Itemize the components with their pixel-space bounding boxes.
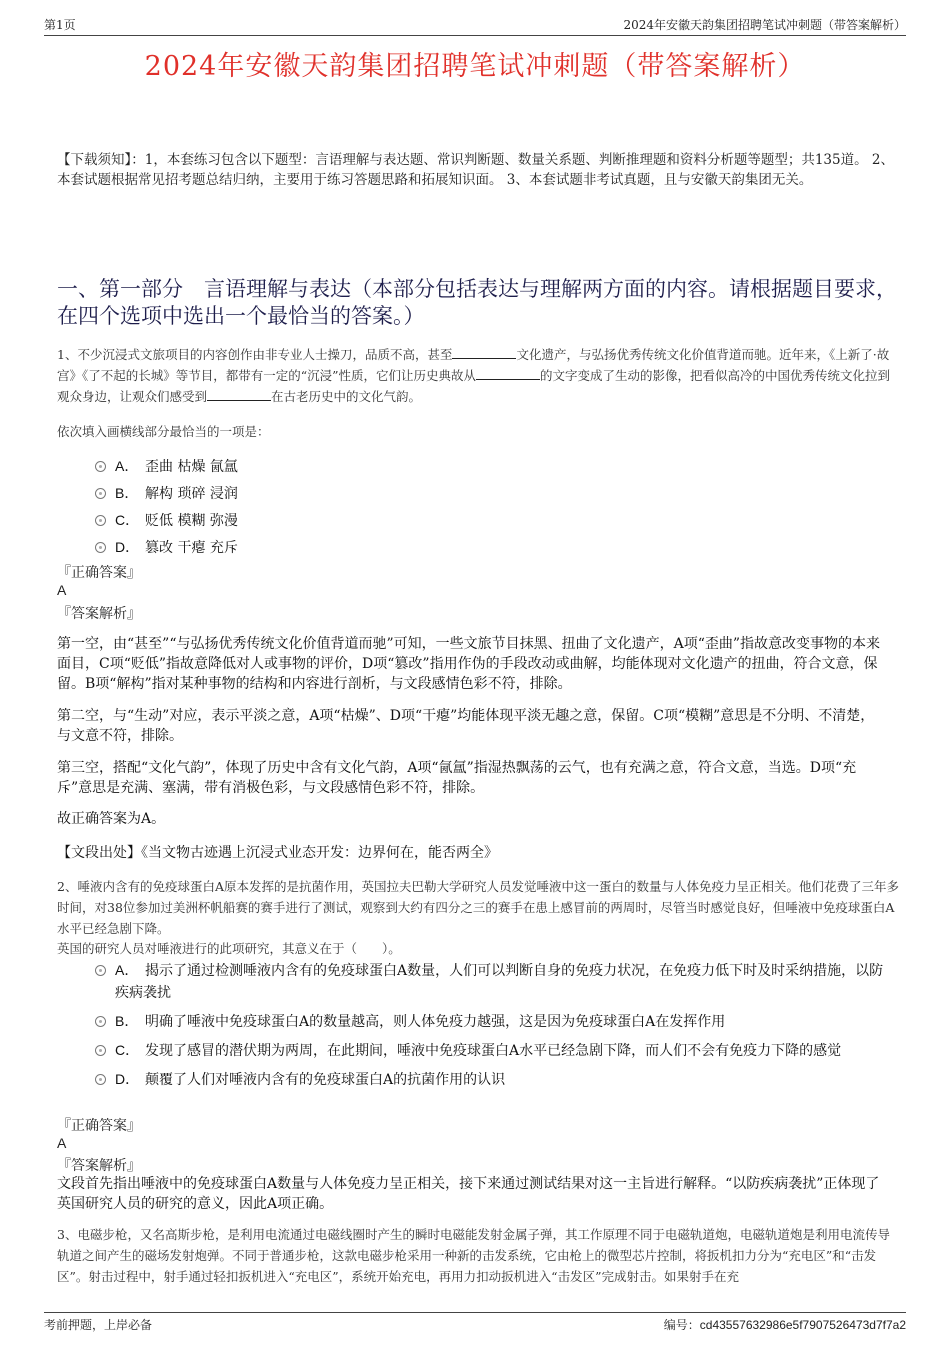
header-doc-title: 2024年安徽天韵集团招聘笔试冲刺题（带答案解析） [623,18,906,32]
question-2-options [95,959,885,1091]
correct-answer-label: 『正确答案』 [57,565,141,581]
correct-answer: A [57,1135,67,1151]
option-a[interactable]: A． 揭示了通过检测唾液内含有的免疫球蛋白A数量，人们可以判断自身的免疫力状况，在免疫力低下时及时采纳措施，以防疾病袭扰 [95,959,885,1004]
radio-button[interactable] [95,542,106,553]
radio-button[interactable] [95,488,106,499]
option-b[interactable]: B． 明确了唾液中免疫球蛋白A的数量越高，则人体免疫力越强，这是因为免疫球蛋白A在发挥作用 [95,1010,885,1033]
question-3 [57,1224,902,1287]
question-2-prompt: 英国的研究人员对唾液进行的此项研究，其意义在于（ ）。 [57,941,401,956]
question-1 [57,344,902,407]
radio-button[interactable] [95,1074,106,1085]
option-c[interactable]: C． 发现了感冒的潜伏期为两周，在此期间，唾液中免疫球蛋白A水平已经急剧下降，而人们不会有免疫力下降的感觉 [95,1039,885,1062]
analysis-label: 『答案解析』 [57,1158,141,1174]
option-d[interactable]: D． 篡改 干瘪 充斥 [95,536,885,559]
option-c[interactable]: C． 贬低 模糊 弥漫 [95,509,885,532]
download-notice: 【下载须知】：1，本套练习包含以下题型：言语理解与表达题、常识判断题、数量关系题、判断推理题和资料分析题等题型；共135道。 2、本套试题根据常见招考题总结归纳，主要用于练习答题思路和拓展知识面。 3、本套试题非考试真题，且与安徽天韵集团无关。 [57,152,894,188]
question-1-options [95,455,885,559]
page-header [44,14,906,36]
radio-button[interactable] [95,1045,106,1056]
radio-button[interactable] [95,515,106,526]
question-1-prompt-row [57,422,902,440]
correct-answer-label: 『正确答案』 [57,1118,141,1134]
question-2 [57,876,902,957]
analysis-paragraph: 第三空，搭配“文化气韵”，体现了历史中含有文化气韵，A项“氤氲”指湿热飘荡的云气，也有充满之意，符合文意，当选。D项“充斥”意思是充满、塞满，带有消极色彩，与文段感情色彩不符，排除。 [57,760,857,796]
analysis-conclusion: 故正确答案为A。 [57,811,166,827]
analysis-label: 『答案解析』 [57,606,141,622]
section-title: 一、第一部分 言语理解与表达（本部分包括表达与理解两方面的内容。请根据题目要求，在四个选项中选出一个最恰当的答案。） [57,277,897,328]
analysis-paragraph: 第一空，由“甚至”“与弘扬优秀传统文化价值背道而驰”可知，一些文旅节目抹黑、扭曲了文化遗产，A项“歪曲”指故意改变事物的本来面目，C项“贬低”指故意降低对人或事物的评价，D项“篡改”指用作伪的手段改动或曲解，均能体现对文化遗产的扭曲，符合文意，保留。B项“解构”指对某种事物的结构和内容进行剖析，与文段感情色彩不符，排除。 [57,636,881,692]
fill-blank [452,346,516,359]
page-number: 第1页 [44,18,76,32]
option-d[interactable]: D． 颠覆了人们对唾液内含有的免疫球蛋白A的抗菌作用的认识 [95,1068,885,1091]
question-3-stem: 3、电磁步枪，又名高斯步枪，是利用电流通过电磁线圈时产生的瞬时电磁能发射金属子弹，其工作原理不同于电磁轨道炮，电磁轨道炮是利用电流传导轨道之间产生的磁场发射炮弹。不同于普通步枪，这款电磁步枪采用一种新的击发系统，它由枪上的微型芯片控制，将扳机扣力分为“充电区”和“击发区”。射击过程中，射手通过轻扣扳机进入“充电区”，系统开始充电，再用力扣动扳机进入“击发区”完成射击。如果射手在充 [57,1227,890,1284]
footer-slogan: 考前押题，上岸必备 [44,1318,153,1332]
correct-answer: A [57,582,67,598]
question-1-prompt: 依次填入画横线部分最恰当的一项是： [57,424,270,439]
option-a[interactable]: A． 歪曲 枯燥 氤氲 [95,455,885,478]
analysis-paragraph: 文段首先指出唾液中的免疫球蛋白A数量与人体免疫力呈正相关，接下来通过测试结果对这一主旨进行解释。“以防疾病袭扰”正体现了英国研究人员的研究的意义，因此A项正确。 [57,1176,880,1212]
analysis-paragraph: 第二空，与“生动”对应，表示平淡之意，A项“枯燥”、D项“干瘪”均能体现平淡无趣之意，保留。C项“模糊”意思是不分明、不清楚，与文意不符，排除。 [57,708,875,744]
radio-button[interactable] [95,1016,106,1027]
fill-blank [207,388,271,401]
question-1-stem: 1、不少沉浸式文旅项目的内容创作由非专业人士操刀，品质不高，甚至 文化遗产，与弘扬优秀传统文化价值背道而驰。近年来，《上新了·故宫》《了不起的长城》等节目，都带有一定的“沉浸”性质，它们让历史典故从 的文字变成了生动的影像，把看似高冷的中国优秀传统文化拉到观众身边，让观众们感受到 在古老历史中的文化气韵。 [57,347,891,404]
fill-blank [476,367,540,380]
source-note: 【文段出处】《当文物古迹遇上沉浸式业态开发：边界何在，能否两全》 [57,845,498,861]
radio-button[interactable] [95,461,106,472]
document-title: 2024年安徽天韵集团招聘笔试冲刺题（带答案解析） [144,51,806,82]
page-footer [44,1312,906,1332]
document-code: 编号：cd43557632986e5f7907526473d7f7a2 [663,1318,906,1332]
radio-button[interactable] [95,965,106,976]
question-2-stem: 2、唾液内含有的免疫球蛋白A原本发挥的是抗菌作用，英国拉夫巴勒大学研究人员发觉唾液中这一蛋白的数量与人体免疫力呈正相关。他们花费了三年多时间，对38位参加过美洲杯帆船赛的赛手进行了测试，观察到大约有四分之三的赛手在患上感冒前的两周时，尽管当时感觉良好，但唾液中免疫球蛋白A水平已经急剧下降。 [57,879,899,936]
option-b[interactable]: B． 解构 琐碎 浸润 [95,482,885,505]
